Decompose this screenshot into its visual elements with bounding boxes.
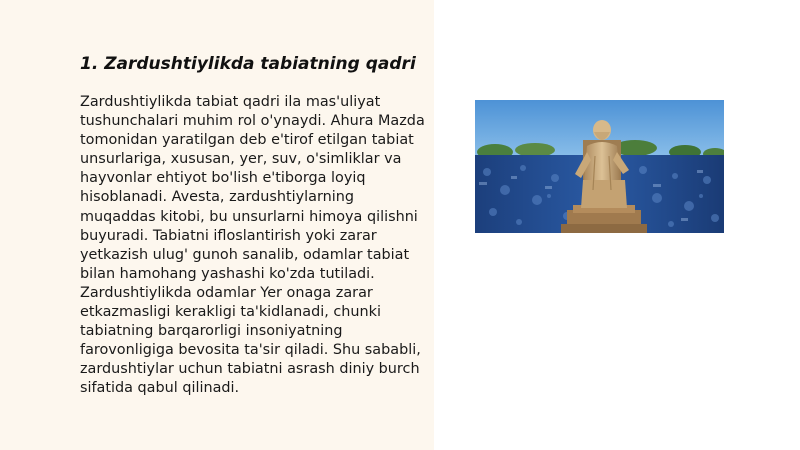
slide-title: 1. Zardushtiylikda tabiatning qadri <box>80 54 416 74</box>
statue-photo <box>475 100 724 233</box>
slide-body-text: Zardushtiylikda tabiat qadri ila mas'uliyat tushunchalari muhim rol o'ynaydi. Ahura Mazda tomonidan yaratilgan deb e'tirof etilgan tabiat unsurlariga, xususan, yer, suv, o'simliklar va hayvonlar ehtiyot bo'lish e'tiborga loyiq hisoblanadi. Avesta, zardushtiylarning muqaddas kitobi, bu unsurlarni himoya qilishni buyuradi. Tabiatni ifloslantirish yoki zarar yetkazish ulug' gunoh sanalib, odamlar tabiat bilan hamohang yashashi ko'zda tutiladi. Zardushtiylikda odamlar Yer onaga zarar etkazmasligi kerakligi ta'kidlanadi, chunki tabiatning barqarorligi insoniyatning farovonligiga bevosita ta'sir qiladi. Shu sababli, zardushtiylar uchun tabiatni asrash diniy burch sifatida qabul qilinadi. <box>80 94 425 397</box>
photo-steps <box>561 224 647 233</box>
